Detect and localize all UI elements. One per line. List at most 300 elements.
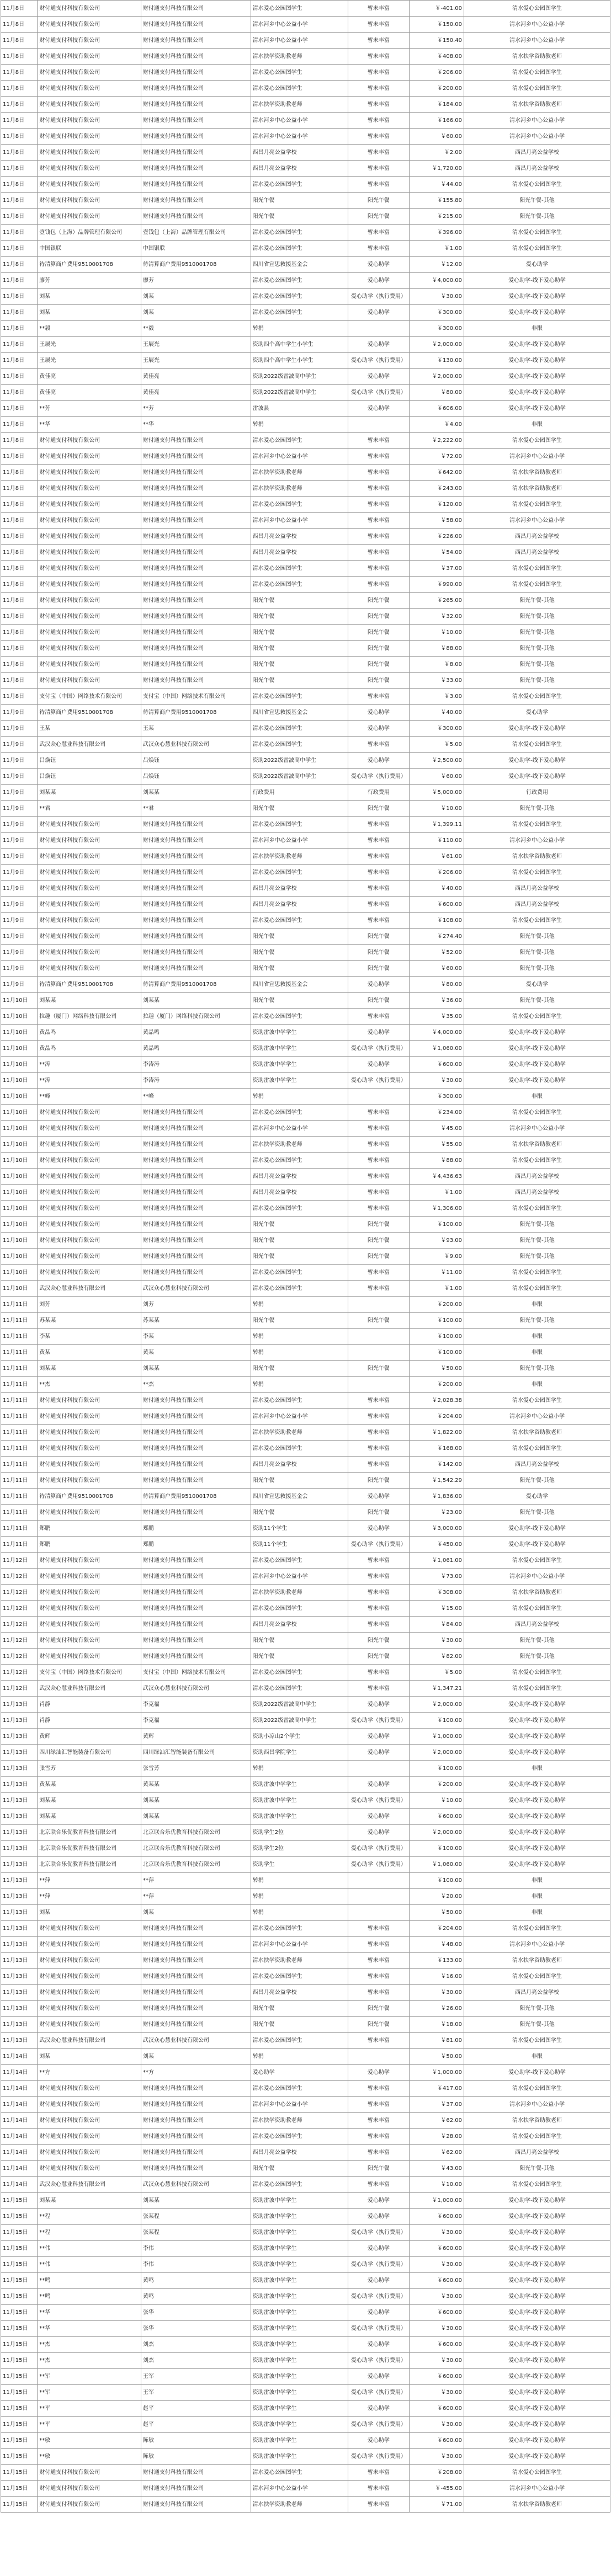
row-date: 11月9日 [1,913,38,929]
row-purpose: 阳光午餐-其他 [464,2001,610,2017]
row-payer: 四川绿汕汇智能装备有限公司 [38,1745,141,1761]
table-row [1,529,610,545]
table-row [1,2097,610,2113]
row-date: 11月15日 [1,2257,38,2273]
row-donor-name: 张华 [141,2321,251,2337]
row-donor-name: 财付通支付科技有限公司 [141,1201,251,1217]
row-purpose: 阳光午餐-其他 [464,641,610,657]
row-project: 雷波县 [251,401,348,417]
row-amount: ￥5.00 [409,737,464,753]
row-donor-name: 张华 [141,2305,251,2321]
row-project: 清水爱心公园图学生 [251,1009,348,1025]
row-fund: 暂未丰富 [348,33,409,49]
row-fund: 暂未丰富 [348,1137,409,1153]
row-donor-name: 李涛涛 [141,1057,251,1073]
row-date: 11月14日 [1,2177,38,2193]
row-donor-name: 财付通支付科技有限公司 [141,65,251,81]
row-project: 阳光午餐 [251,193,348,209]
row-payer: 廖芳 [38,273,141,289]
table-row [1,1825,610,1841]
table-row [1,65,610,81]
row-purpose: 爱心助学-线下爱心助学 [464,1041,610,1057]
row-amount: ￥100.00 [409,1713,464,1729]
row-fund: 暂未丰富 [348,161,409,177]
row-purpose: 爱心助学 [464,1489,610,1505]
row-purpose: 清水扶学资助教老师 [464,97,610,113]
row-date: 11月15日 [1,2321,38,2337]
row-fund: 爱心助学（执行费用） [348,1713,409,1729]
row-donor-name: 财付通支付科技有限公司 [141,1921,251,1937]
table-row [1,1617,610,1633]
row-donor-name: 张某程 [141,2209,251,2225]
row-payer: 李某 [38,1329,141,1345]
row-project: 西昌月亮公益学校 [251,2145,348,2161]
row-project: 四川省宣思救援基金会 [251,257,348,273]
row-purpose: 爱心助学-线下爱心助学 [464,1809,610,1825]
row-date: 11月13日 [1,1729,38,1745]
table-row [1,1121,610,1137]
table-row [1,1505,610,1521]
row-purpose: 清水爱心公园图学生 [464,225,610,241]
row-purpose: 西昌月亮公益学校 [464,1457,610,1473]
row-donor-name: 黄辉 [141,1729,251,1745]
row-fund: 爱心助学 [348,273,409,289]
table-row [1,1713,610,1729]
row-fund: 阳光午餐 [348,1313,409,1329]
row-project: 资助雷波中学学生 [251,1073,348,1089]
row-project: 西昌月亮公益学校 [251,1985,348,2001]
row-date: 11月14日 [1,2113,38,2129]
row-amount: ￥1.00 [409,241,464,257]
row-amount: ￥55.00 [409,1137,464,1153]
row-payer: 财付通支付科技有限公司 [38,1153,141,1169]
table-row [1,1841,610,1857]
row-amount: ￥155.80 [409,193,464,209]
table-row [1,657,610,673]
row-amount: ￥37.00 [409,2097,464,2113]
row-date: 11月8日 [1,97,38,113]
row-fund: 暂未丰富 [348,545,409,561]
row-project: 资助雷波中学学生 [251,2321,348,2337]
row-date: 11月8日 [1,321,38,337]
row-project: 清水爱心公园图学生 [251,1153,348,1169]
row-fund: 阳光午餐 [348,657,409,673]
row-purpose: 清水爱心公园图学生 [464,2129,610,2145]
row-payer: 黄佳亮 [38,369,141,385]
row-amount: ￥10.00 [409,2177,464,2193]
row-payer: 张雪芳 [38,1761,141,1777]
row-fund: 暂未丰富 [348,529,409,545]
row-amount: ￥26.00 [409,2001,464,2017]
row-amount: ￥600.00 [409,2369,464,2385]
row-fund: 暂未丰富 [348,1201,409,1217]
row-purpose: 爱心助学-线下爱心助学 [464,2065,610,2081]
row-payer: 财付通支付科技有限公司 [38,2081,141,2097]
table-row [1,673,610,689]
table-row [1,881,610,897]
row-fund: 暂未丰富 [348,2097,409,2113]
row-project: 清水扶学资助教老师 [251,1425,348,1441]
row-date: 11月12日 [1,1553,38,1569]
row-project: 清水爱心公园图学生 [251,305,348,321]
row-donor-name: 财付通支付科技有限公司 [141,465,251,481]
table-row [1,689,610,705]
row-project: 清水爱心公园图学生 [251,1969,348,1985]
row-date: 11月9日 [1,769,38,785]
row-project: 资助雷波中学学生 [251,2385,348,2401]
row-amount: ￥93.00 [409,1233,464,1249]
row-date: 11月8日 [1,401,38,417]
row-project: 资助西昌学院学生 [251,1745,348,1761]
row-amount: ￥150.40 [409,33,464,49]
row-fund: 阳光午餐 [348,593,409,609]
row-donor-name: 财付通支付科技有限公司 [141,177,251,193]
row-fund: 爱心助学（执行费用） [348,1841,409,1857]
row-purpose: 清水爱心公园图学生 [464,1601,610,1617]
row-fund: 暂未丰富 [348,1393,409,1409]
row-project: 转捐 [251,2049,348,2065]
row-amount: ￥204.00 [409,1409,464,1425]
row-donor-name: 财付通支付科技有限公司 [141,2465,251,2481]
row-amount: ￥2,000.00 [409,1825,464,1841]
row-amount: ￥226.00 [409,529,464,545]
row-project: 清水爱心公园图学生 [251,2081,348,2097]
row-payer: 财付通支付科技有限公司 [38,1,141,17]
row-purpose: 清水河乡中心公益小学 [464,113,610,129]
row-payer: 财付通支付科技有限公司 [38,929,141,945]
row-date: 11月8日 [1,433,38,449]
row-amount: ￥36.00 [409,993,464,1009]
table-row [1,1217,610,1233]
table-row [1,2049,610,2065]
row-amount: ￥206.00 [409,865,464,881]
row-project: 阳光午餐 [251,1473,348,1489]
row-purpose: 清水爱心公园图学生 [464,561,610,577]
row-donor-name: 财付通支付科技有限公司 [141,1953,251,1969]
row-purpose: 阳光午餐-其他 [464,993,610,1009]
row-purpose: 清水爱心公园图学生 [464,1921,610,1937]
row-purpose: 阳光午餐-其他 [464,1361,610,1377]
row-donor-name: 财付通支付科技有限公司 [141,81,251,97]
table-row [1,785,610,801]
row-date: 11月13日 [1,1937,38,1953]
row-fund: 暂未丰富 [348,145,409,161]
row-date: 11月8日 [1,113,38,129]
row-purpose: 清水扶学资助教老师 [464,1585,610,1601]
row-purpose: 清水扶学资助教老师 [464,2113,610,2129]
row-purpose: 爱心助学 [464,977,610,993]
row-payer: 财付通支付科技有限公司 [38,1457,141,1473]
row-fund: 爱心助学（执行费用） [348,2289,409,2305]
row-payer: 财付通支付科技有限公司 [38,1425,141,1441]
row-amount: ￥142.00 [409,1457,464,1473]
row-project: 资助2022级雷波高中学生 [251,1713,348,1729]
row-payer: 北京联合乐优教育科技有限公司 [38,1825,141,1841]
row-project: 资助雷波中学学生 [251,2353,348,2369]
row-project: 资助雷波中学学生 [251,2289,348,2305]
row-donor-name: 黄鸣 [141,2273,251,2289]
row-payer: 财付通支付科技有限公司 [38,2465,141,2481]
row-fund: 暂未丰富 [348,737,409,753]
row-purpose: 阳光午餐-其他 [464,1249,610,1265]
table-row [1,97,610,113]
row-date: 11月8日 [1,609,38,625]
table-row [1,241,610,257]
row-purpose: 清水爱心公园图学生 [464,2081,610,2097]
row-amount: ￥30.00 [409,2289,464,2305]
row-fund: 暂未丰富 [348,1921,409,1937]
row-payer: 财付通支付科技有限公司 [38,49,141,65]
row-amount: ￥100.00 [409,1217,464,1233]
row-fund: 暂未丰富 [348,129,409,145]
table-row [1,2001,610,2017]
row-donor-name: 财付通支付科技有限公司 [141,193,251,209]
row-fund: 爱心助学 [348,1809,409,1825]
row-project: 清水爱心公园图学生 [251,1393,348,1409]
row-amount: ￥52.00 [409,945,464,961]
row-donor-name: 北京联合乐优教育科技有限公司 [141,1857,251,1873]
row-project: 清水扶学资助教老师 [251,1953,348,1969]
row-date: 11月10日 [1,993,38,1009]
row-amount: ￥100.00 [409,1761,464,1777]
row-donor-name: 李伟 [141,2257,251,2273]
row-amount: ￥10.00 [409,801,464,817]
row-amount: ￥30.00 [409,2257,464,2273]
row-purpose: 清水河乡中心公益小学 [464,833,610,849]
table-row [1,49,610,65]
row-payer: 财付通支付科技有限公司 [38,1169,141,1185]
row-project: 资助雷波中学学生 [251,2433,348,2449]
row-donor-name: 北京联合乐优教育科技有限公司 [141,1825,251,1841]
row-donor-name: 财付通支付科技有限公司 [141,849,251,865]
row-amount: ￥100.00 [409,1841,464,1857]
row-project: 清水爱心公园图学生 [251,497,348,513]
row-fund [348,1761,409,1777]
row-project: 清水爱心公园图学生 [251,913,348,929]
row-date: 11月15日 [1,2289,38,2305]
row-project: 资助雷波中学学生 [251,1057,348,1073]
row-payer: 财付通支付科技有限公司 [38,1233,141,1249]
row-donor-name: 财付通支付科技有限公司 [141,593,251,609]
table-row [1,33,610,49]
row-amount: ￥265.00 [409,593,464,609]
row-date: 11月13日 [1,1793,38,1809]
row-amount: ￥33.00 [409,673,464,689]
row-amount: ￥206.00 [409,65,464,81]
row-fund: 阳光午餐 [348,801,409,817]
row-date: 11月13日 [1,1873,38,1889]
row-amount: ￥30.00 [409,1073,464,1089]
row-amount: ￥71.00 [409,2497,464,2513]
table-row [1,145,610,161]
row-purpose: 非限 [464,1297,610,1313]
row-fund: 爱心助学（执行费用） [348,2385,409,2401]
row-purpose: 西昌月亮公益学校 [464,881,610,897]
row-date: 11月14日 [1,2049,38,2065]
row-date: 11月15日 [1,2209,38,2225]
row-fund: 暂未丰富 [348,897,409,913]
row-payer: 黄某某 [38,1777,141,1793]
row-donor-name: 财付通支付科技有限公司 [141,529,251,545]
donation-ledger-table [1,0,610,2513]
row-donor-name: 财付通支付科技有限公司 [141,657,251,673]
row-payer: **伟 [38,2257,141,2273]
table-row [1,1761,610,1777]
row-fund: 阳光午餐 [348,193,409,209]
row-donor-name: **君 [141,801,251,817]
row-purpose: 爱心助学-线下爱心助学 [464,2257,610,2273]
row-purpose: 阳光午餐-其他 [464,609,610,625]
row-fund: 暂未丰富 [348,833,409,849]
row-amount: ￥4,000.00 [409,1025,464,1041]
row-payer: 财付通支付科技有限公司 [38,513,141,529]
row-payer: 财付通支付科技有限公司 [38,2097,141,2113]
row-project: 转捐 [251,417,348,433]
row-donor-name: 黄晶鸣 [141,1025,251,1041]
row-fund: 爱心助学（执行费用） [348,1857,409,1873]
row-payer: 黄晶鸣 [38,1025,141,1041]
row-payer: 刘某 [38,289,141,305]
row-donor-name: 财付通支付科技有限公司 [141,929,251,945]
row-amount: ￥30.00 [409,1985,464,2001]
row-purpose: 阳光午餐-其他 [464,625,610,641]
row-amount: ￥58.00 [409,513,464,529]
row-donor-name: 财付通支付科技有限公司 [141,129,251,145]
row-amount: ￥40.00 [409,705,464,721]
row-payer: 财付通支付科技有限公司 [38,529,141,545]
row-purpose: 阳光午餐-其他 [464,593,610,609]
row-payer: 刘某某 [38,993,141,1009]
row-amount: ￥100.00 [409,1313,464,1329]
row-date: 11月10日 [1,1137,38,1153]
row-purpose: 清水爱心公园图学生 [464,913,610,929]
row-payer: 财付通支付科技有限公司 [38,593,141,609]
row-purpose: 清水爱心公园图学生 [464,865,610,881]
row-amount: ￥4.00 [409,417,464,433]
row-date: 11月8日 [1,561,38,577]
row-amount: ￥2.00 [409,145,464,161]
row-fund: 暂未丰富 [348,1681,409,1697]
row-amount: ￥10.00 [409,1793,464,1809]
row-donor-name: 财付通支付科技有限公司 [141,1233,251,1249]
row-fund: 爱心助学 [348,1697,409,1713]
row-fund: 暂未丰富 [348,2145,409,2161]
row-fund: 爱心助学 [348,2273,409,2289]
row-donor-name: 财付通支付科技有限公司 [141,1969,251,1985]
table-row [1,1457,610,1473]
row-fund: 爱心助学 [348,1729,409,1745]
row-donor-name: 财付通支付科技有限公司 [141,641,251,657]
table-row [1,1681,610,1697]
row-date: 11月9日 [1,945,38,961]
row-fund: 爱心助学（执行费用） [348,2417,409,2433]
row-date: 11月13日 [1,1745,38,1761]
row-payer: **敏 [38,2433,141,2449]
row-purpose: 爱心助学-线下爱心助学 [464,369,610,385]
row-donor-name: 财付通支付科技有限公司 [141,433,251,449]
row-amount: ￥35.00 [409,1009,464,1025]
row-project: 西昌月亮公益学校 [251,897,348,913]
row-date: 11月8日 [1,513,38,529]
row-date: 11月8日 [1,225,38,241]
row-payer: 财付通支付科技有限公司 [38,1633,141,1649]
row-donor-name: 廖芳 [141,273,251,289]
row-payer: 财付通支付科技有限公司 [38,817,141,833]
row-purpose: 阳光午餐-其他 [464,673,610,689]
row-donor-name: 陈敏 [141,2433,251,2449]
row-purpose: 爱心助学-线下爱心助学 [464,2225,610,2241]
row-fund: 阳光午餐 [348,2161,409,2177]
row-donor-name: **萍 [141,1889,251,1905]
table-row [1,1057,610,1073]
row-project: 转捐 [251,1089,348,1105]
row-project: 阳光午餐 [251,657,348,673]
row-purpose: 清水扶学资助教老师 [464,481,610,497]
row-date: 11月10日 [1,1185,38,1201]
row-purpose: 非限 [464,417,610,433]
row-donor-name: 王军 [141,2385,251,2401]
row-purpose: 阳光午餐-其他 [464,801,610,817]
row-amount: ￥50.00 [409,1905,464,1921]
row-project: 清水爱心公园图学生 [251,1105,348,1121]
row-project: 清水爱心公园图学生 [251,2177,348,2193]
table-row [1,2161,610,2177]
row-payer: **平 [38,2401,141,2417]
row-fund: 暂未丰富 [348,2129,409,2145]
row-date: 11月8日 [1,689,38,705]
row-donor-name: 财付通支付科技有限公司 [141,1505,251,1521]
table-row [1,817,610,833]
row-donor-name: 财付通支付科技有限公司 [141,1217,251,1233]
row-donor-name: 李涛涛 [141,1073,251,1089]
row-payer: 财付通支付科技有限公司 [38,433,141,449]
row-project: 阳光午餐 [251,2001,348,2017]
row-fund: 爱心助学 [348,2241,409,2257]
row-payer: 财付通支付科技有限公司 [38,113,141,129]
row-amount: ￥1,836.00 [409,1489,464,1505]
row-donor-name: 支付宝（中国）网络技术有限公司 [141,1665,251,1681]
row-date: 11月14日 [1,2081,38,2097]
row-purpose: 清水扶学资助教老师 [464,2497,610,2513]
row-donor-name: 武汉众心慧业科技有限公司 [141,1281,251,1297]
row-date: 11月10日 [1,1169,38,1185]
row-fund: 暂未丰富 [348,2113,409,2129]
table-row [1,913,610,929]
row-amount: ￥5.00 [409,1665,464,1681]
row-purpose: 爱心助学-线下爱心助学 [464,1073,610,1089]
table-row [1,2145,610,2161]
row-project: 资助雷波中学学生 [251,2369,348,2385]
row-payer: 王展光 [38,353,141,369]
row-fund: 爱心助学 [348,257,409,273]
row-project: 资助雷波中学学生 [251,2417,348,2433]
row-project: 清水爱心公园图学生 [251,433,348,449]
table-row [1,1233,610,1249]
table-row [1,721,610,737]
row-fund: 暂未丰富 [348,2465,409,2481]
table-row [1,609,610,625]
row-amount: ￥28.00 [409,2129,464,2145]
row-purpose: 清水扶学资助教老师 [464,465,610,481]
table-row [1,81,610,97]
row-payer: 吕焕钰 [38,753,141,769]
row-fund: 暂未丰富 [348,1969,409,1985]
row-donor-name: 张雪芳 [141,1761,251,1777]
row-project: 清水河乡中心公益小学 [251,513,348,529]
row-date: 11月13日 [1,1809,38,1825]
row-date: 11月8日 [1,1,38,17]
row-project: 阳光午餐 [251,1649,348,1665]
